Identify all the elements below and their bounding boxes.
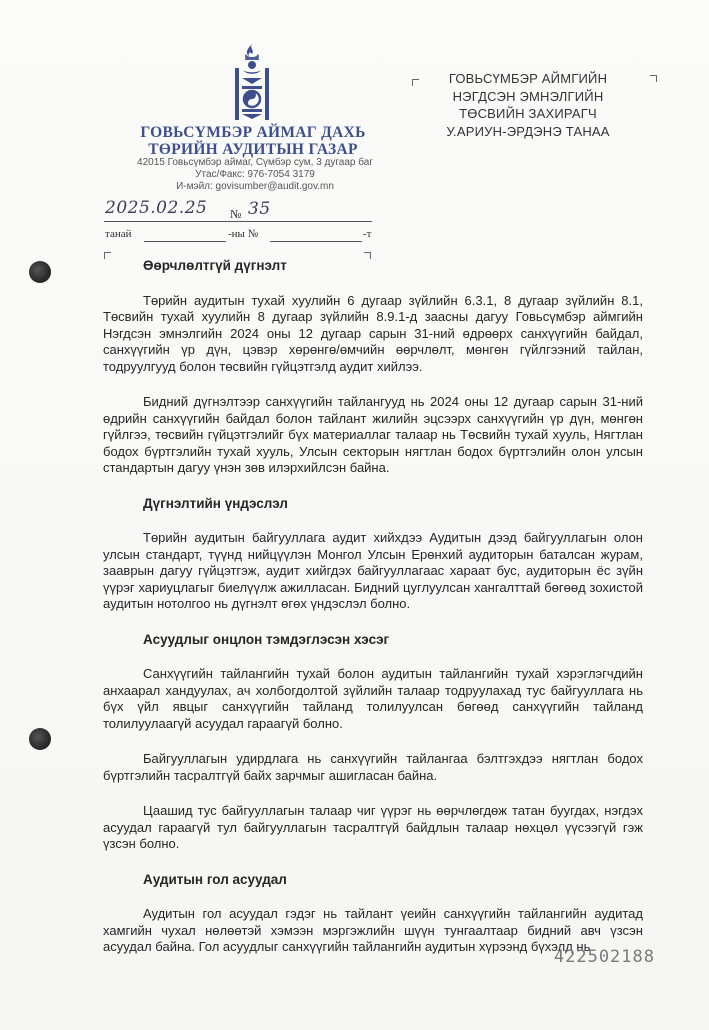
handwritten-date: 2025.02.25	[105, 198, 208, 218]
recipient-line2: НЭГДСЭН ЭМНЭЛГИЙН	[452, 88, 604, 104]
org-phone: Утас/Факс: 976-7054 3179	[195, 169, 315, 180]
recipient-line4: У.АРИУН-ЭРДЭНЭ ТАНАА	[446, 123, 610, 139]
paragraph: Санхүүгийн тайлангийн тухай болон аудитын тайлангийн тухай хэрэглэгчдийн анхаарал хандуулах, ач холбогдолтой зүйлийн талаар тодруулахад тус байгууллага нь бүх үйл явцыг санхүүгийн тайланд толилуулсан бөгөөд санхүүгийн тайланд толилуулаагүй асуудал гараагүй болно.	[103, 666, 643, 731]
section-heading-opinion: Өөрчлөлтгүй дүгнэлт	[143, 258, 287, 273]
section-heading-key-matters: Аудитын гол асуудал	[143, 871, 287, 887]
date-number-underline	[104, 220, 372, 222]
your-label: танай	[105, 228, 132, 240]
paragraph: Аудитын гол асуудал гэдэг нь тайлант үеийн санхүүгийн тайлангийн аудитад хамгийн чухал нөлөөтэй хэмээн мэргэжлийн шүүн тунгаалтаар бидний авч үзсэн асуудал байна. Гол асуудлыг санхүүгийн тайлангийн аудитын хүрээнд бүхэлд нь	[103, 906, 643, 954]
paragraph: Төрийн аудитын байгууллага аудит хийхдээ Аудитын дээд байгууллагын олон улсын стандарт, түүнд нийцүүлэн Монгол Улсын Ерөнхий аудиторын баталсан журам, зааврын дагуу гүйцэтгэж, аудит хийгдэх байгууллагаас хараат бус, аудиторын ёс зүйн үүрэг хариуцлагыг биелүүлж ажилласан. Бидний цуглуулсан хангалттай бөгөөд зохистой аудитын нотолгоо нь дүгнэлт өгөх үндэслэл болно.	[103, 530, 643, 611]
t-label: -т	[363, 228, 372, 240]
punch-hole-top	[29, 261, 51, 283]
ny-no-label: -ны №	[228, 228, 259, 240]
section-heading-emphasis: Асуудлыг онцлон тэмдэглэсэн хэсэг	[143, 631, 390, 647]
serial-number: 422502188	[553, 947, 655, 967]
recipient-line3: ТӨСВИЙН ЗАХИРАГЧ	[459, 106, 597, 121]
org-name-line1: ГОВЬСҮМБЭР АЙМАГ ДАХЬ	[140, 124, 366, 141]
paragraph: Бидний дүгнэлтээр санхүүгийн тайлангууд нь 2024 оны 12 дугаар сарын 31-ний өдрийн санхүүгийн байдал болон тайлант жилийн эцсээрх санхүүгийн үр дүн, мөнгөн гүйлгээ, төсвийн гүйцэтгэлийг бүх материаллаг талаар нь Төсвийн тухай хууль, Нягтлан бодох бүртгэлийн тухай хууль, Улсын секторын нягтлан бодох бүртгэлийн олон улсын стандартын дагуу үнэн зөв илэрхийлсэн байна.	[103, 394, 643, 475]
recipient-line1: ГОВЬСҮМБЭР АЙМГИЙН	[448, 71, 608, 86]
recipient-bracket-right	[650, 75, 657, 82]
recipient-block	[412, 70, 644, 140]
punch-hole-bottom	[29, 728, 51, 750]
org-address: 42015 Говьсүмбэр аймаг, Сүмбэр сум, 3 дугаар баг	[137, 157, 373, 168]
paragraph: Байгууллагын удирдлага нь санхүүгийн тайлангаа бэлтгэхдээ нягтлан бодох бүртгэлийн тасралтгүй байх зарчмыг ашигласан байна.	[103, 751, 643, 783]
org-name-line2: ТӨРИЙН АУДИТЫН ГАЗАР	[148, 141, 358, 158]
document-body	[103, 258, 643, 956]
org-email: И-мэйл: govisumber@audit.gov.mn	[176, 181, 334, 192]
section-heading-basis: Дүгнэлтийн үндэслэл	[143, 495, 288, 511]
paragraph: Төрийн аудитын тухай хуулийн 6 дугаар зүйлийн 6.3.1, 8 дугаар зүйлийн 8.1, Төсвийн тухай хуулийн 8 дугаар зүйлийн 8.9.1-д заасны дагуу Говьсүмбэр аймгийн Нэгдсэн эмнэлгийн 2024 оны 12 дугаар сарын 31-ний өдрөөрх санхүүгийн байдал, санхүүгийн үр дүн, цэвэр хөрөнгө/өмчийн өөрчлөлт, мөнгөн гүйлгээний тайлан, тодруулгууд болон төсвийн гүйцэтгэлд аудит хийлээ.	[103, 292, 643, 374]
your-date-field	[144, 240, 226, 242]
handwritten-number: 35	[248, 199, 271, 219]
paragraph: Цаашид тус байгууллагын талаар чиг үүрэг нь өөрчлөгдөж татан буугдах, нэгдэх асуудал гараагүй тул байгууллагын тасралтгүй байдлын талаар нөхцөл үүсээгүй гэж үзсэн болно.	[103, 803, 643, 851]
state-emblem-icon	[228, 42, 276, 122]
number-label: №	[230, 207, 242, 221]
your-number-field	[270, 240, 362, 242]
